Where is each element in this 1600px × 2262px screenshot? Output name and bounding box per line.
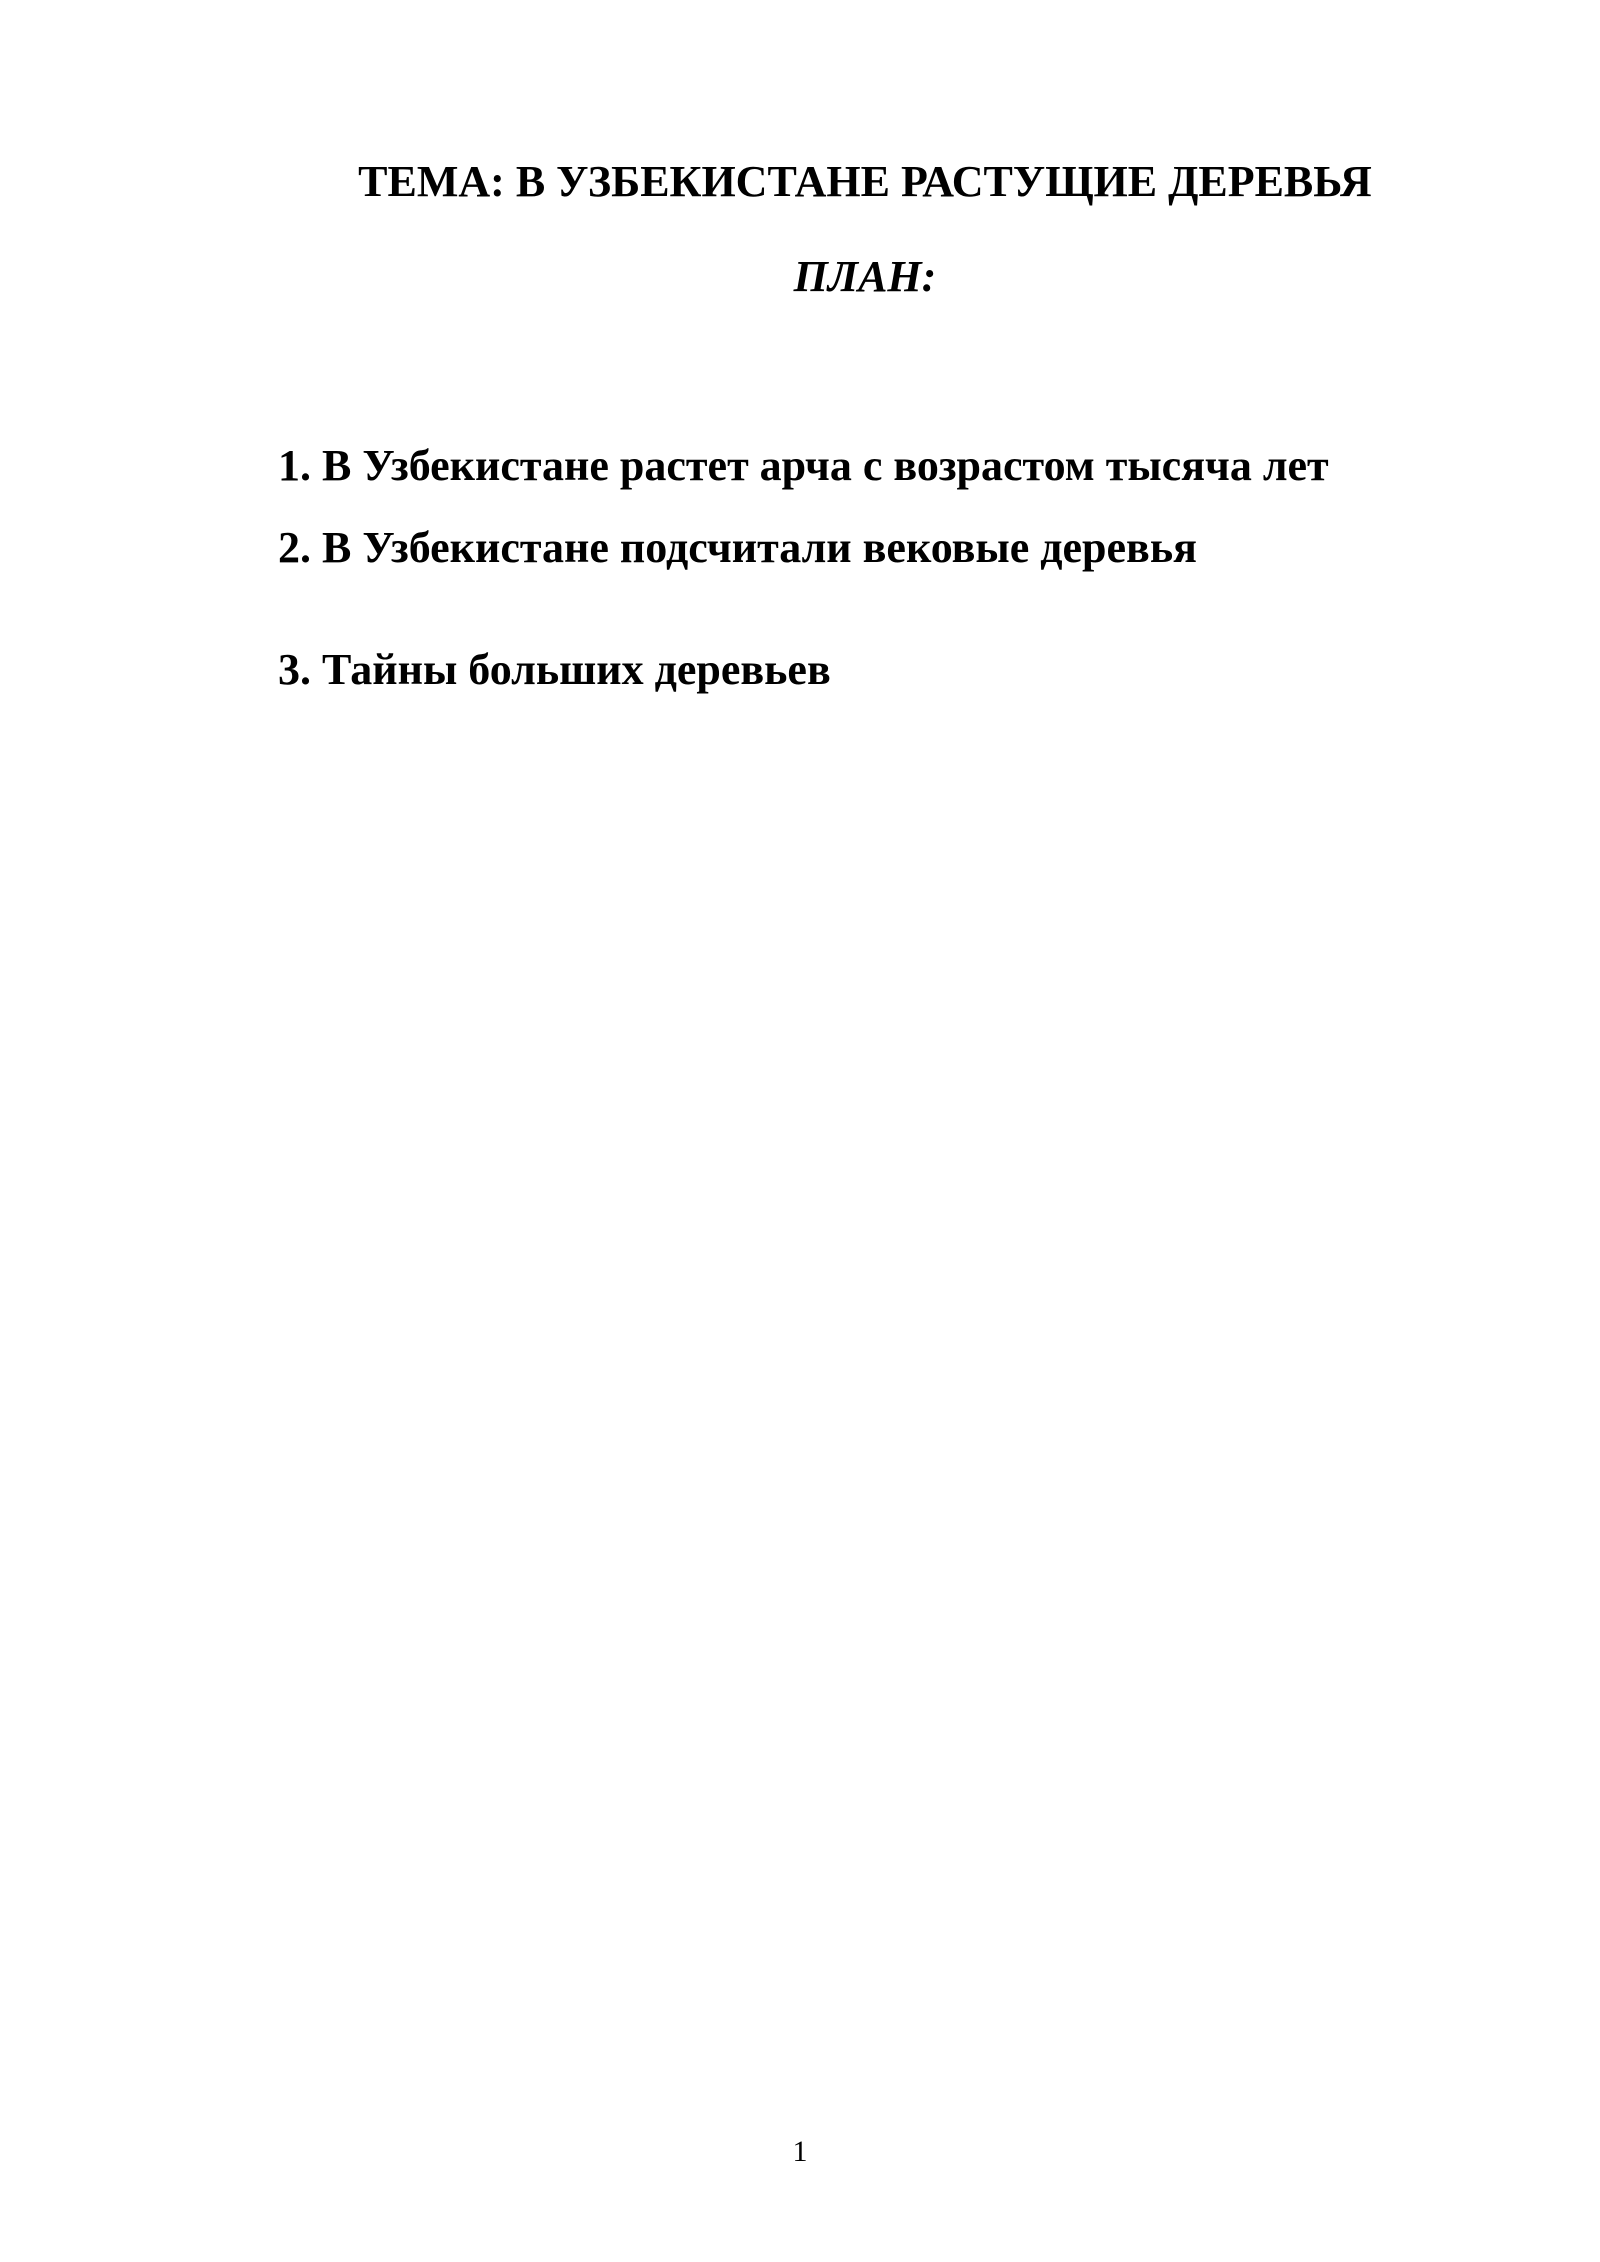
plan-item: 3. Тайны больших деревьев: [278, 645, 831, 694]
plan-item: 2. В Узбекистане подсчитали вековые деревья: [278, 523, 1197, 572]
document-title: ТЕМА: В УЗБЕКИСТАНЕ РАСТУЩИЕ ДЕРЕВЬЯ: [358, 157, 1372, 206]
plan-item: 1. В Узбекистане растет арча с возрастом тысяча лет: [278, 441, 1329, 490]
page-number: 1: [792, 2135, 808, 2168]
plan-heading: ПЛАН:: [793, 252, 937, 301]
